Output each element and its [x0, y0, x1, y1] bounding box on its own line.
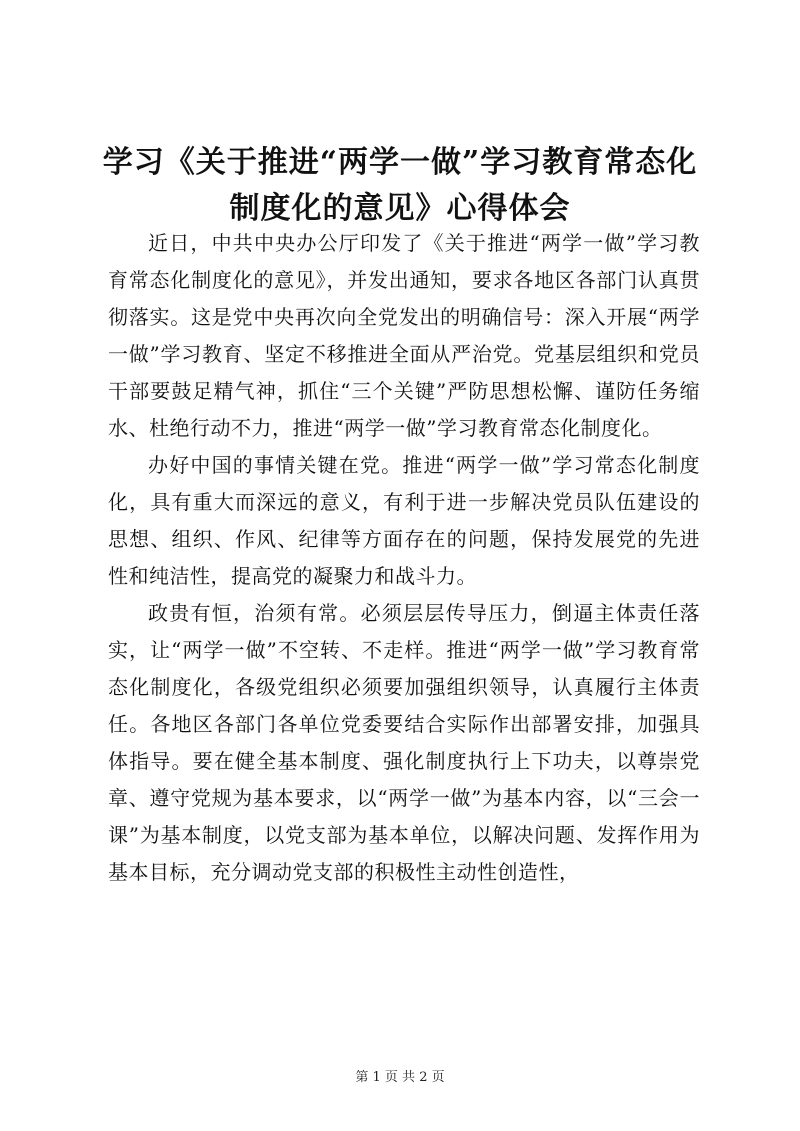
title-line-2: 制度化的意见》心得体会 — [229, 191, 571, 226]
paragraph-2: 办好中国的事情关键在党。推进“两学一做”学习常态化制度化，具有重大而深远的意义，有利于进一步解决党员队伍建设的思想、组织、作风、纪律等方面存在的问题，保持发展党的先进性和纯洁性，提高党的凝聚力和战斗力。 — [108, 453, 700, 588]
paragraph-3: 政贵有恒，治须有常。必须层层传导压力，倒逼主体责任落实，让“两学一做”不空转、不走样。推进“两学一做”学习教育常态化制度化，各级党组织必须要加强组织领导，认真履行主体责任。各地区各部门各单位党委要结合实际作出部署安排，加强具体指导。要在健全基本制度、强化制度执行上下功夫，以尊崇党章、遵守党规为基本要求，以“两学一做”为基本内容，以“三会一课”为基本制度，以党支部为基本单位，以解决问题、发挥作用为基本目标，充分调动党支部的积极性主动性创造性， — [108, 601, 700, 884]
page-footer: 第 1 页 共 2 页 — [355, 1070, 445, 1085]
paragraph-1: 近日，中共中央办公厅印发了《关于推进“两学一做”学习教育常态化制度化的意见》，并发出通知，要求各地区各部门认真贯彻落实。这是党中央再次向全党发出的明确信号：深入开展“两学一做”学习教育、坚定不移推进全面从严治党。党基层组织和党员干部要鼓足精气神，抓住“三个关键”严防思想松懈、谨防任务缩水、杜绝行动不力，推进“两学一做”学习教育常态化制度化。 — [108, 231, 700, 440]
page-title — [100, 140, 700, 232]
document-body — [108, 225, 700, 891]
title-line-1: 学习《关于推进“两学一做”学习教育常态化 — [102, 145, 698, 180]
